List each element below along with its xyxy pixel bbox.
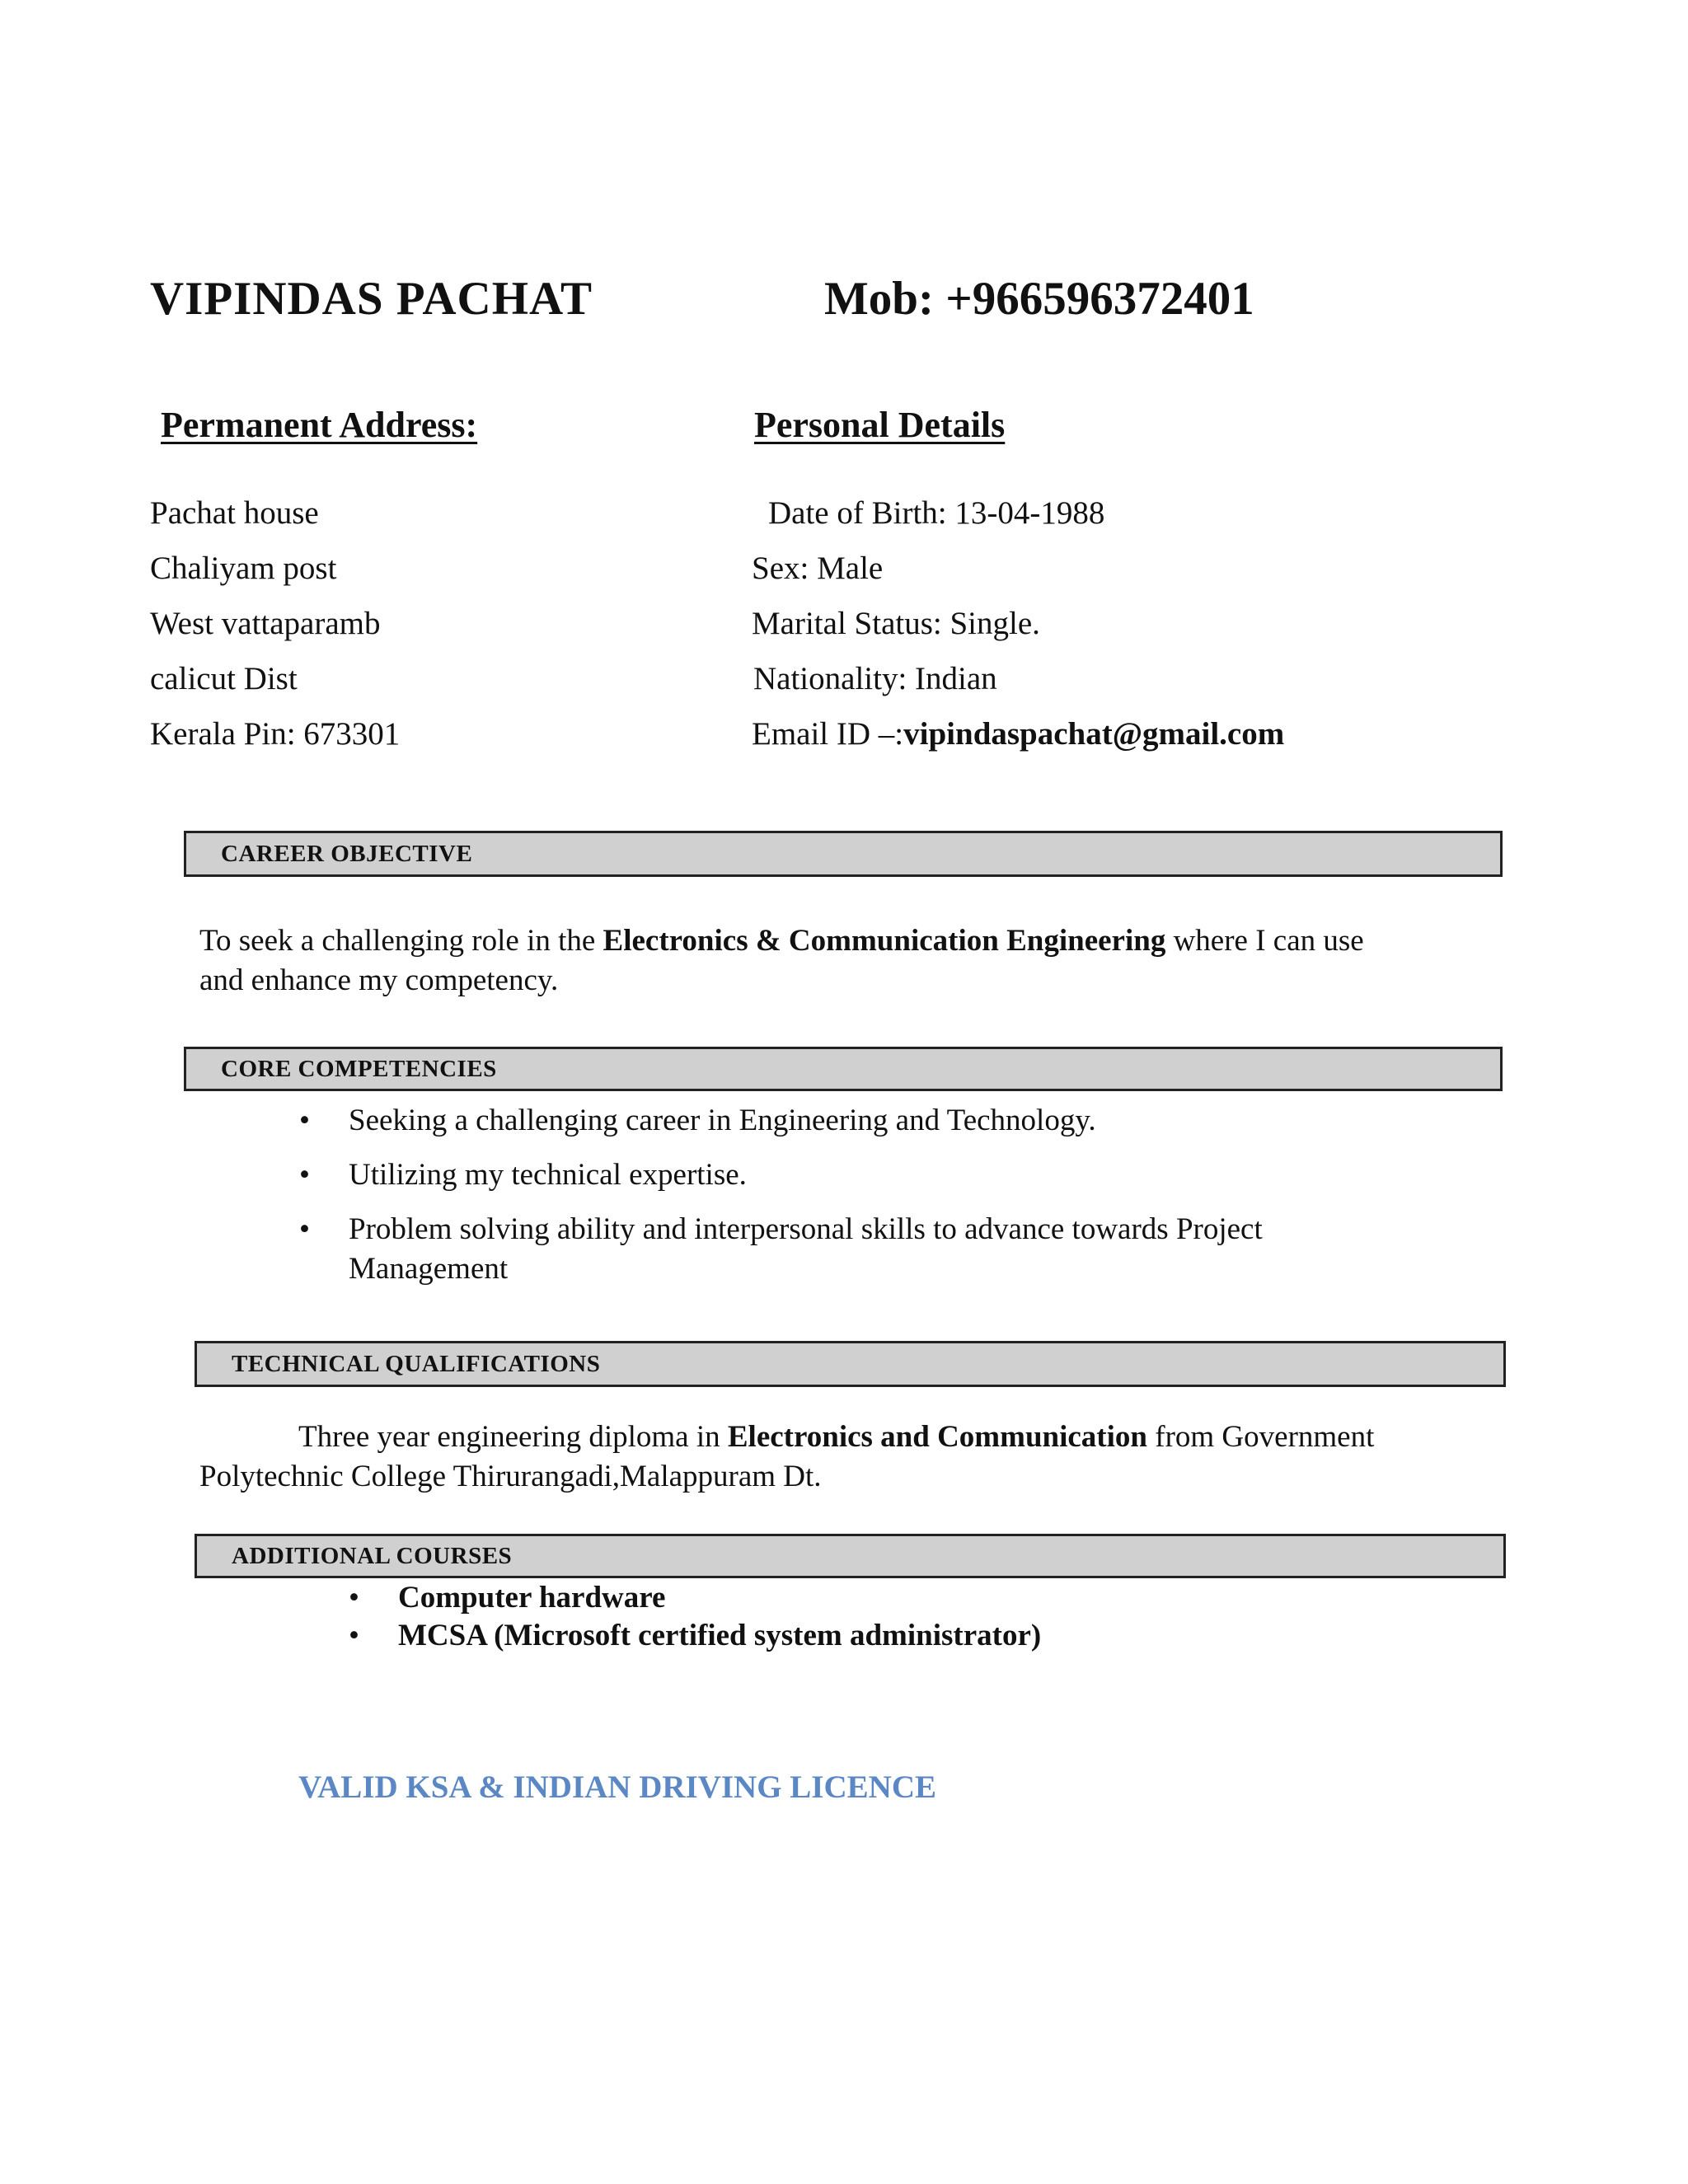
email-row bbox=[752, 715, 1284, 752]
nationality: Nationality: Indian bbox=[753, 661, 997, 696]
career-objective-line-1: To seek a challenging role in the Electronics & Communication Engineering where I can use bbox=[199, 924, 1364, 958]
technical-qualifications-text bbox=[199, 1418, 1502, 1497]
list-item: • Problem solving ability and interpersonal skills to advance towards Project Management bbox=[299, 1212, 1263, 1286]
list-item: • MCSA (Microsoft certified system administrator) bbox=[349, 1619, 1042, 1652]
list-item: • Seeking a challenging career in Engineering and Technology. bbox=[299, 1104, 1096, 1137]
additional-courses-list bbox=[349, 1579, 1470, 1655]
candidate-name: VIPINDAS PACHAT bbox=[150, 273, 593, 325]
tech-line-2: Polytechnic College Thirurangadi,Malappuram Dt. bbox=[199, 1460, 822, 1493]
marital-status: Marital Status: Single. bbox=[752, 606, 1040, 641]
email-label: Email ID –: bbox=[752, 716, 904, 752]
technical-qualifications-bar: TECHNICAL QUALIFICATIONS bbox=[195, 1341, 1506, 1387]
sex: Sex: Male bbox=[752, 551, 884, 586]
personal-details-heading: Personal Details bbox=[754, 405, 1006, 445]
additional-courses-bar: ADDITIONAL COURSES bbox=[195, 1534, 1506, 1578]
mobile-number: Mob: +966596372401 bbox=[824, 273, 1254, 325]
address-line: Chaliyam post bbox=[150, 551, 337, 586]
date-of-birth: Date of Birth: 13-04-1988 bbox=[768, 495, 1105, 531]
core-competencies-bar: CORE COMPETENCIES bbox=[184, 1047, 1503, 1091]
career-objective-bar: CAREER OBJECTIVE bbox=[184, 831, 1503, 877]
address-line: calicut Dist bbox=[150, 661, 298, 696]
permanent-address-heading: Permanent Address: bbox=[161, 405, 478, 445]
core-competencies-list bbox=[299, 1101, 1420, 1289]
list-item: • Utilizing my technical expertise. bbox=[299, 1158, 747, 1192]
address-line: Kerala Pin: 673301 bbox=[150, 716, 401, 752]
career-objective-line-2: and enhance my competency. bbox=[199, 963, 559, 997]
email-value: vipindaspachat@gmail.com bbox=[903, 716, 1285, 752]
career-objective-text bbox=[199, 921, 1485, 1001]
tech-line-1: Three year engineering diploma in Electronics and Communication from Government bbox=[298, 1420, 1375, 1454]
address-line: Pachat house bbox=[150, 495, 319, 531]
address-line: West vattaparamb bbox=[150, 606, 381, 641]
list-item: • Computer hardware bbox=[349, 1581, 666, 1615]
driving-licence-note: VALID KSA & INDIAN DRIVING LICENCE bbox=[298, 1769, 937, 1805]
